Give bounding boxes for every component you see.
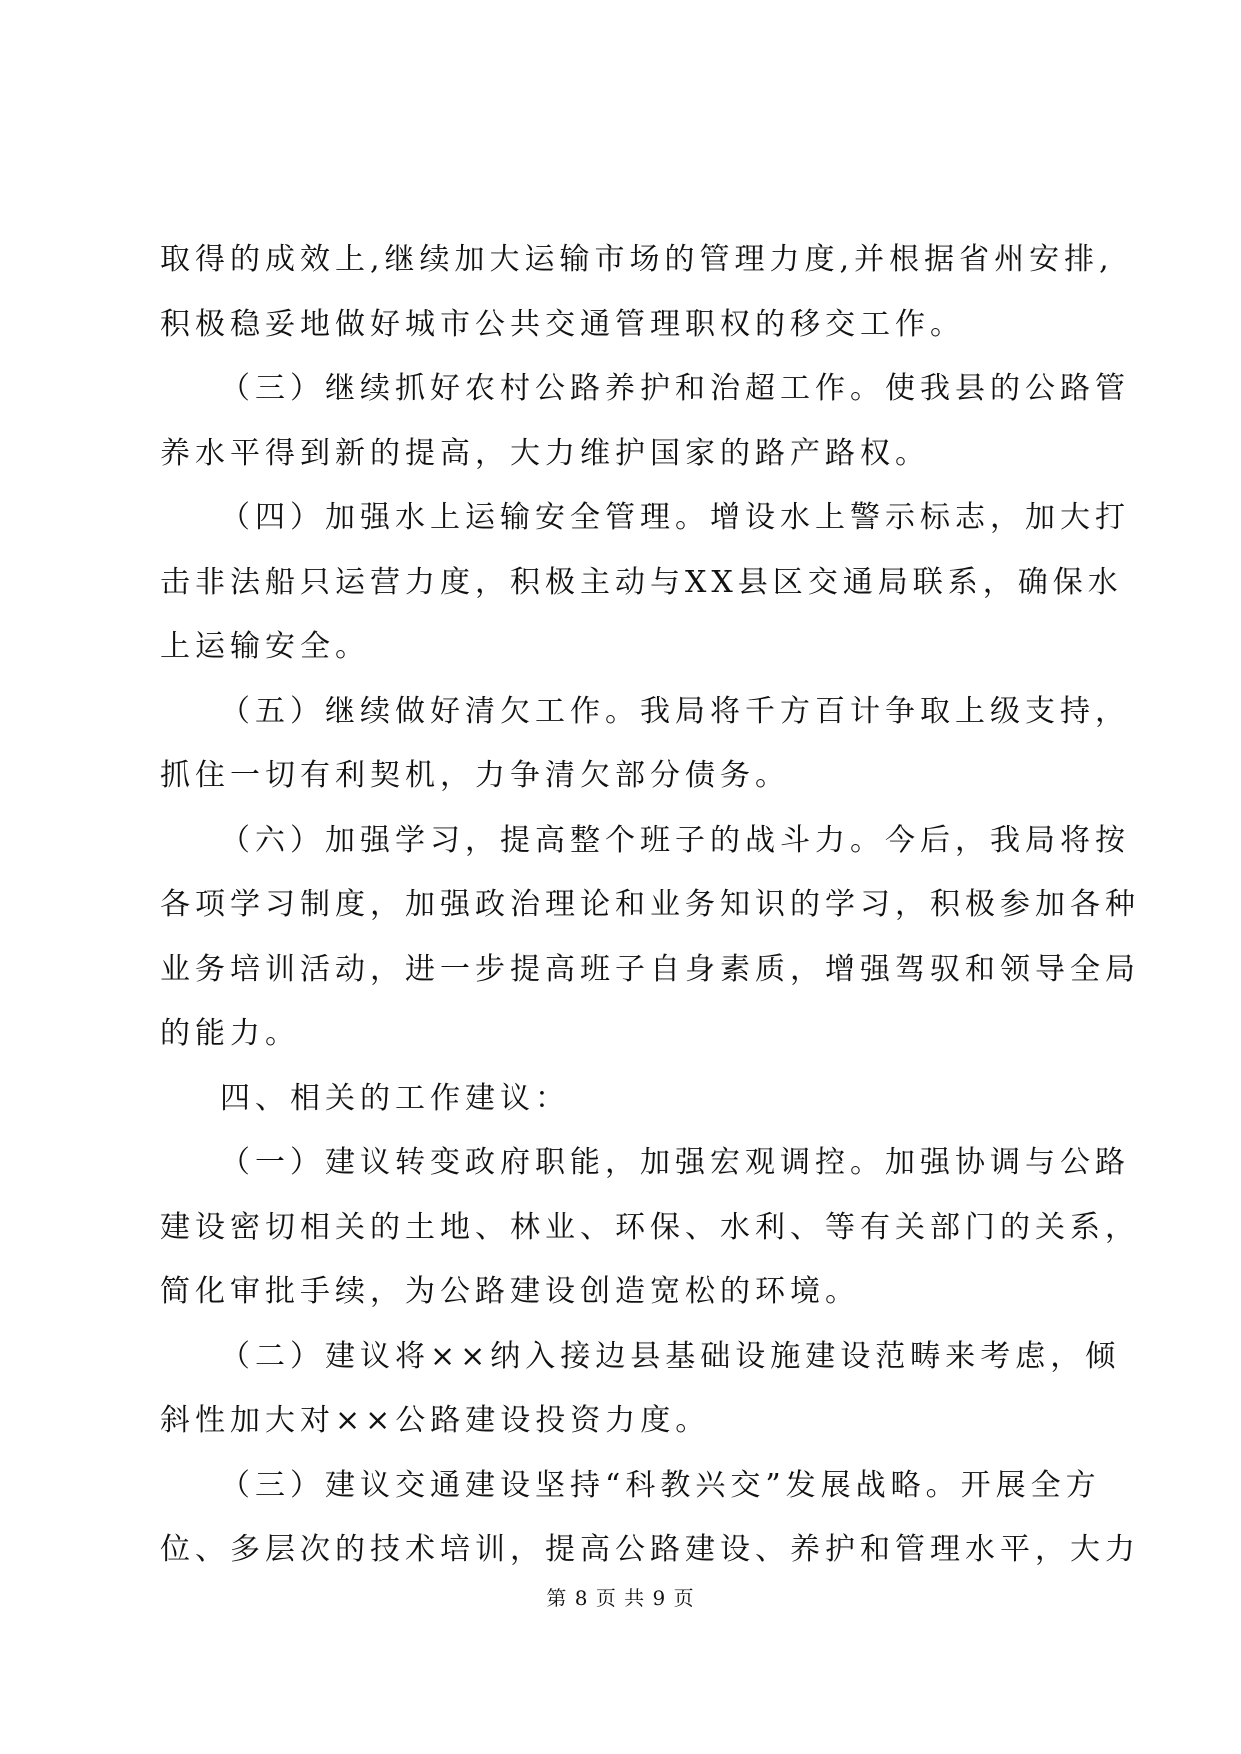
text-line: 击非法船只运营力度，积极主动与XX县区交通局联系，确保水 (160, 564, 1123, 600)
text-line: （三）建议交通建设坚持“科教兴交”发展战略。开展全方 (220, 1467, 1101, 1503)
text-line: 业务培训活动，进一步提高班子自身素质，增强驾驭和领导全局 (160, 951, 1140, 987)
text-line: （六）加强学习，提高整个班子的战斗力。今后，我局将按 (220, 822, 1130, 858)
text-line: 的能力。 (160, 1016, 300, 1051)
text-line: （三）继续抓好农村公路养护和治超工作。使我县的公路管 (220, 371, 1130, 406)
text-line: （一）建议转变政府职能，加强宏观调控。加强协调与公路 (220, 1145, 1130, 1180)
text-line: 斜性加大对××公路建设投资力度。 (160, 1403, 711, 1438)
text-line: 上运输安全。 (160, 629, 370, 664)
text-line: 各项学习制度，加强政治理论和业务知识的学习，积极参加各种 (160, 887, 1140, 922)
text-line: 简化审批手续，为公路建设创造宽松的环境。 (160, 1274, 860, 1309)
text-line: 位、多层次的技术培训，提高公路建设、养护和管理水平，大力 (160, 1532, 1140, 1567)
text-line: 养水平得到新的提高，大力维护国家的路产路权。 (160, 435, 930, 471)
document-body (160, 228, 1140, 1583)
text-line: 积极稳妥地做好城市公共交通管理职权的移交工作。 (160, 306, 965, 342)
text-line: 取得的成效上,继续加大运输市场的管理力度,并根据省州安排, (160, 242, 1114, 277)
text-line: 抓住一切有利契机，力争清欠部分债务。 (160, 758, 790, 793)
section-heading: 四、相关的工作建议： (220, 1080, 570, 1116)
text-line: （五）继续做好清欠工作。我局将千方百计争取上级支持， (220, 693, 1130, 729)
text-line: （二）建议将××纳入接边县基础设施建设范畴来考虑，倾 (220, 1338, 1121, 1374)
body-text (160, 228, 1140, 1583)
text-line: （四）加强水上运输安全管理。增设水上警示标志，加大打 (220, 500, 1130, 535)
page-footer: 第 8 页 共 9 页 (546, 1586, 695, 1610)
text-line: 建设密切相关的土地、林业、环保、水利、等有关部门的关系， (160, 1209, 1140, 1245)
